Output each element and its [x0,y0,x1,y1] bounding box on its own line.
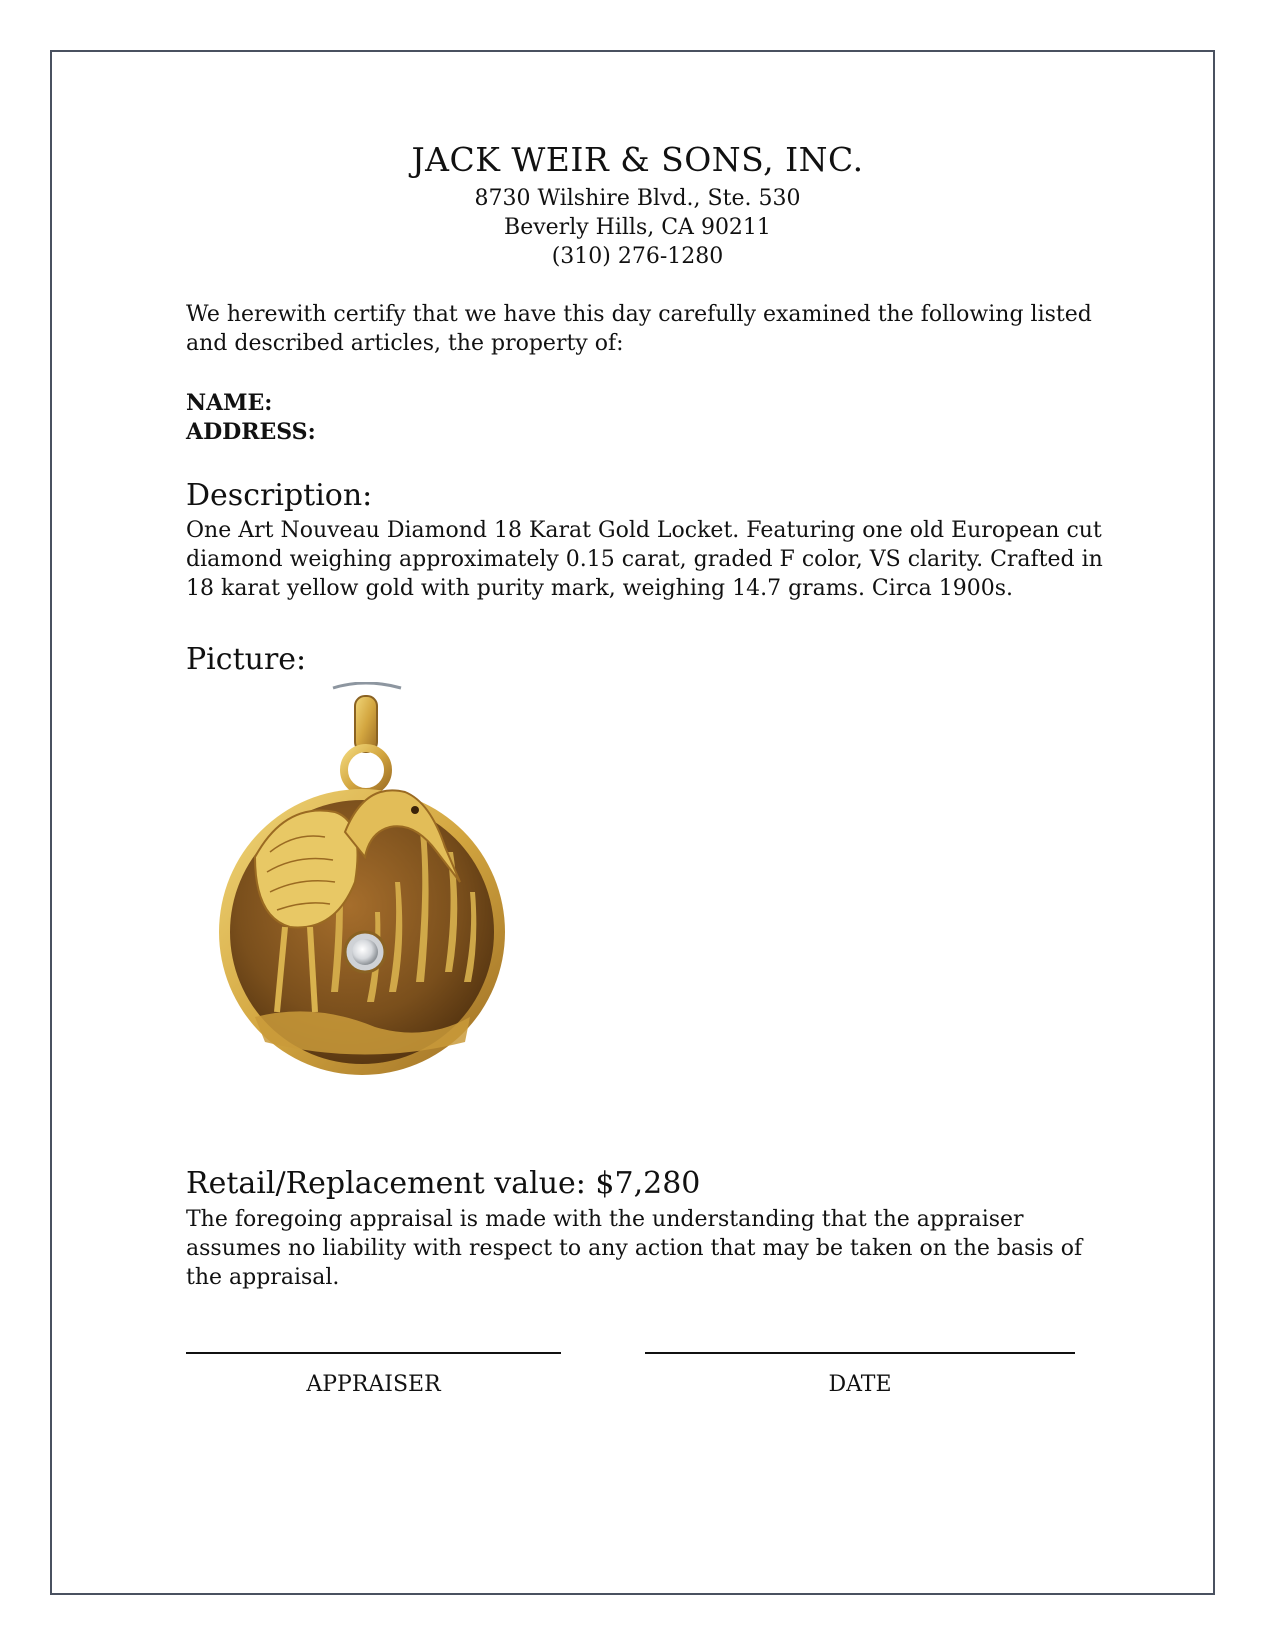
chain-segment [333,683,401,688]
locket-bail [355,696,377,752]
description-text: One Art Nouveau Diamond 18 Karat Gold Locket. Featuring one old European cut diamond weighing approximately 0.15 carat, graded F color, VS clarity. Crafted in 18 karat yellow gold with purity mark, weighing 14.7 grams. Circa 1900s. [186,518,1103,601]
picture-heading: Picture: [186,642,307,677]
disclaimer-text: The foregoing appraisal is made with the understanding that the appraiser assumes no liability with respect to any action that may be taken on the basis of the appraisal. [186,1207,1083,1290]
date-label: DATE [828,1372,892,1397]
certification-statement: We herewith certify that we have this day carefully examined the following listed and described articles, the property of: [186,302,1092,356]
address-label: ADDRESS: [186,419,316,445]
diamond-icon [352,939,378,965]
locket-picture [215,682,535,1092]
company-city-state-zip: Beverly Hills, CA 90211 [504,215,771,240]
locket-jump-ring [344,748,388,792]
name-label: NAME: [186,390,273,416]
heron-eye [411,806,419,814]
company-street-address: 8730 Wilshire Blvd., Ste. 530 [474,186,801,211]
retail-replacement-value: Retail/Replacement value: $7,280 [186,1166,701,1201]
company-name: JACK WEIR & SONS, INC. [411,140,864,179]
date-signature-line [645,1352,1075,1354]
appraiser-label: APPRAISER [306,1372,441,1397]
company-phone: (310) 276-1280 [551,244,724,269]
appraiser-signature-line [186,1352,561,1354]
description-heading: Description: [186,478,373,513]
